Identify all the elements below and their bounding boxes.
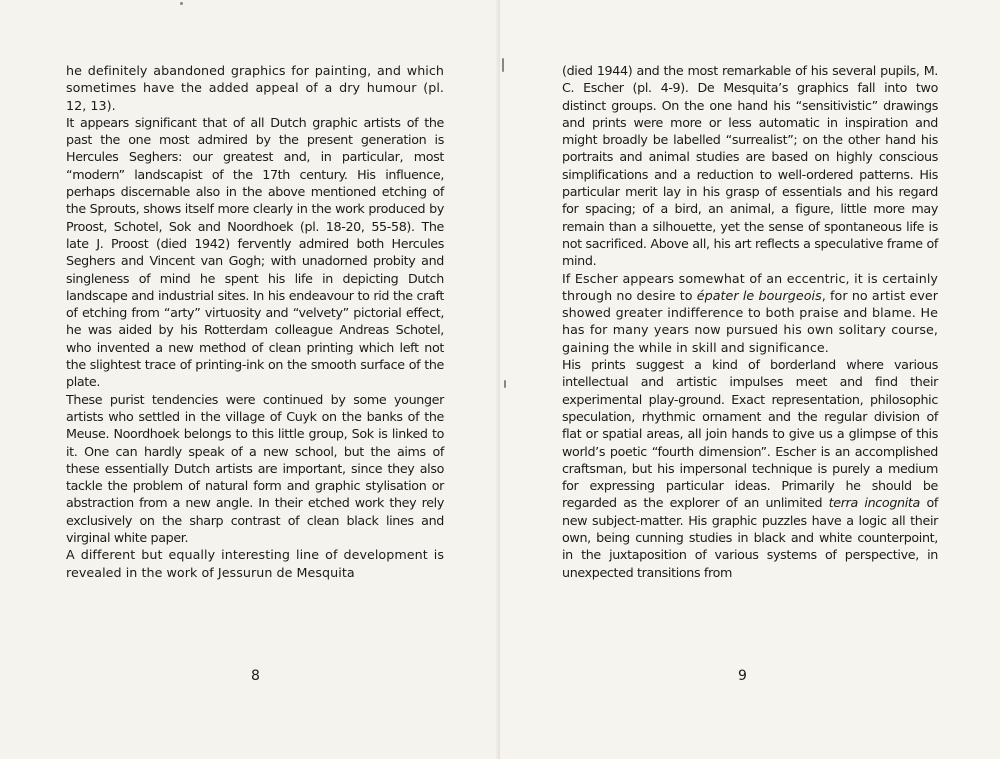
right-paragraph-2-text-b: , for no artist ever showed greater indifference to both praise and blame. He has for many years now pursued his own solitary course, gaining the while in skill and significance.	[562, 287, 939, 355]
left-paragraph-1: he definitely abandoned graphics for painting, and which sometimes have the added appeal of a dry humour (pl. 12, 13).	[66, 63, 444, 113]
right-paragraph-2-italic: épater le bourgeois	[696, 287, 822, 303]
left-paragraph-3: These purist tendencies were continued by some younger artists who settled in the village of Cuyk on the banks of the Meuse. Noordhoek belongs to this little group, Sok is linked to it. One can hardly speak of a new school, but the aims of these essentially Dutch artists are important, since they also tackle the problem of natural form and graphic stylisation or abstraction from a new angle. In their etched work they rely exclusively on the sharp contrast of clean black lines and virginal white paper.	[66, 391, 444, 546]
paper-mark	[502, 58, 504, 72]
right-paragraph-3-text-b: of new subject-matter. His graphic puzzles have a logic all their own, being cunning studies in black and white counterpoint, in the juxtaposition of various systems of perspective, in unexpected transitions from	[562, 495, 938, 580]
right-paragraph-2-text-a: If Escher appears somewhat of an eccentric, it is certainly through no desire to	[562, 270, 938, 303]
right-paragraph-1: (died 1944) and the most remarkable of his several pupils, M. C. Escher (pl. 4-9). De Mesquita’s graphics fall into two distinct groups. On the one hand his “sensitivistic” drawings and prints were more or less automatic in inspiration and might broadly be labelled “surrealist”; on the other hand his portraits and animal studies are based on highly conscious simplifications and a reduction to well-ordered patterns. His particular merit lay in his grasp of essentials and his regard for spacing; of a bird, an animal, a figure, little more may remain than a silhouette, yet the sense of spontaneous life is not sacrificed. Above all, his art reflects a speculative frame of mind.	[562, 63, 938, 269]
right-paragraph-2	[562, 270, 938, 356]
left-paragraph-2: It appears significant that of all Dutch graphic artists of the past the one most admired by the present generation is Hercules Seghers: our greatest and, in particular, most “modern” landscapist of the 17th century. His influence, perhaps discernable also in the above mentioned etching of the Sprouts, shows itself more clearly in the work produced by Proost, Schotel, Sok and Noordhoek (pl. 18-20, 55-58). The late J. Proost (died 1942) fervently admired both Hercules Seghers and Vincent van Gogh; with unadorned probity and singleness of mind he spent his life in depicting Dutch landscape and industrial sites. In his endeavour to rid the craft of etching from “arty” virtuosity and “velvety” pictorial effect, he was aided by his Rotterdam colleague Andreas Schotel, who invented a new method of clean printing which left not the slightest trace of printing-ink on the smooth surface of the plate.	[66, 114, 444, 390]
page-number-right: 9	[738, 668, 747, 684]
paper-speck	[180, 2, 183, 5]
right-paragraph-3-text-a: His prints suggest a kind of borderland where various intellectual and artistic impulses meet and find their experimental play-ground. Exact representation, philosophic speculation, rhythmic ornament and the regular division of flat or spatial areas, all join hands to give us a glimpse of this world’s poetic “fourth dimension”. Escher is an accomplished craftsman, but his impersonal technique is purely a medium for expressing particular ideas. Primarily he should be regarded as the explorer of an unlimited	[562, 357, 938, 511]
right-text-column	[562, 62, 938, 581]
right-paragraph-3-italic: terra incognita	[828, 495, 920, 511]
page-number-left: 8	[251, 668, 260, 684]
right-page	[500, 0, 1000, 759]
paper-mark	[504, 380, 506, 388]
left-paragraph-4: A different but equally interesting line of development is revealed in the work of Jessurun de Mesquita	[66, 547, 444, 580]
left-text-column	[66, 62, 444, 581]
right-paragraph-3	[562, 356, 938, 581]
